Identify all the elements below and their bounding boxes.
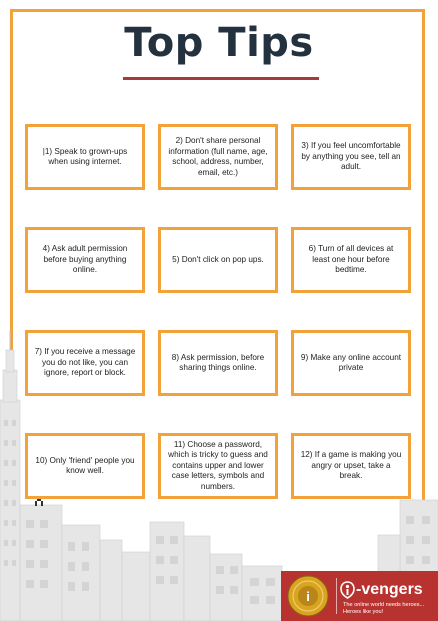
title-underline	[123, 77, 319, 80]
tip-box-4: 4) Ask adult permission before buying anything online.	[25, 227, 145, 293]
tip-box-2: 2) Don't share personal information (full name, age, school, address, number, email, etc.)	[158, 124, 278, 190]
medal-badge-icon	[287, 575, 329, 617]
brand-name: -vengers	[356, 581, 423, 598]
ivengers-mark-icon	[340, 581, 355, 599]
svg-text:i: i	[306, 589, 310, 604]
tip-box-8: 8) Ask permission, before sharing things online.	[158, 330, 278, 396]
brand-divider	[336, 578, 337, 614]
brand-tagline-line-1: The online world needs heroes...	[343, 602, 425, 608]
tip-box-1: |1) Speak to grown-ups when using internet.	[25, 124, 145, 190]
tip-box-3: 3) If you feel uncomfortable by anything you see, tell an adult.	[291, 124, 411, 190]
tip-box-5: 5) Don't click on pop ups.	[158, 227, 278, 293]
page-title: Top Tips	[124, 20, 314, 66]
brand-tagline-line-2: Heroes like you!	[343, 608, 384, 615]
brand-tagline	[343, 602, 435, 615]
tip-box-6: 6) Turn of all devices at least one hour before bedtime.	[291, 227, 411, 293]
tip-box-10: 10) Only 'friend' people you know well.	[25, 433, 145, 499]
tip-box-7: 7) If you receive a message you do not like, you can ignore, report or block.	[25, 330, 145, 396]
tip-box-9: 9) Make any online account private	[291, 330, 411, 396]
ivengers-logo	[340, 580, 423, 600]
tip-box-11: 11) Choose a password, which is tricky to guess and contains upper and lower case letters, symbols and numbers.	[158, 433, 278, 499]
tip-box-12: 12) If a game is making you angry or upset, take a break.	[291, 433, 411, 499]
